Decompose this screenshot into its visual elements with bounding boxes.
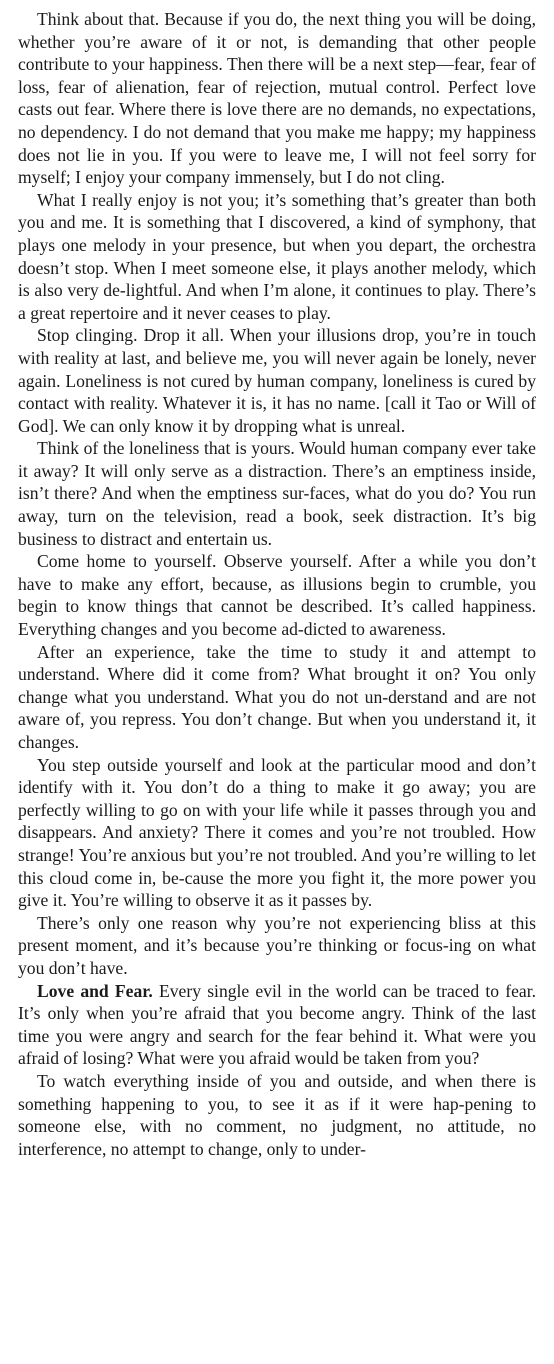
paragraph [18,1070,536,1160]
paragraph-text: Think about that. Because if you do, the next thing you will be doing, whether you’re aware of it or not, is demanding that other people contribute to your happiness. Then there will be a next step—fear, fear of loss, fear of alienation, fear of rejection, mutual control. Perfect love casts out fear. Where there is love there are no demands, no expectations, no dependency. I do not demand that you make me happy; my happiness does not lie in you. If you were to leave me, I will not feel sorry for myself; I enjoy your company immensely, but I do not cling. [18,9,536,188]
paragraph-text: Stop clinging. Drop it all. When your illusions drop, you’re in touch with reality at last, and believe me, you will never again be lonely, never again. Loneliness is not cured by human company, loneliness is cured by contact with reality. Whatever it is, it has no name. [call it Tao or Will of God]. We can only know it by dropping what is unreal. [18,325,536,436]
paragraph [18,189,536,325]
section-lead-heading: Love and Fear. [37,980,153,1001]
paragraph-text: After an experience, take the time to study it and attempt to understand. Where did it come from? What brought it on? You only change what you understand. What you do not un-derstand and are not aware of, you repress. You don’t change. But when you understand it, it changes. [18,641,536,752]
paragraph-text: Think of the loneliness that is yours. Would human company ever take it away? It will only serve as a distraction. There’s an emptiness inside, isn’t there? And when the emptiness sur-faces, what do you do? You run away, turn on the television, read a book, seek distraction. It’s big business to distract and entertain us. [18,438,536,549]
paragraph [18,550,536,640]
paragraph-text: What I really enjoy is not you; it’s something that’s greater than both you and me. It is something that I discovered, a kind of symphony, that plays one melody in your presence, but when you depart, the orchestra doesn’t stop. When I meet someone else, it plays another melody, which is also very de-lightful. And when I’m alone, it continues to play. There’s a great repertoire and it never ceases to play. [18,189,536,323]
paragraph [18,912,536,980]
paragraph [18,980,536,1070]
paragraph [18,641,536,754]
paragraph-text: Come home to yourself. Observe yourself. After a while you don’t have to make any effort, because, as illusions begin to crumble, you begin to know things that cannot be described. It’s called happiness. Everything changes and you become ad-dicted to awareness. [18,551,536,640]
paragraph [18,8,536,189]
paragraph-text: There’s only one reason why you’re not experiencing bliss at this present moment, and it’s because you’re thinking or focus-ing on what you don’t have. [18,912,536,978]
paragraph [18,754,536,912]
paragraph-text: You step outside yourself and look at the particular mood and don’t identify with it. You don’t do a thing to make it go away; you are perfectly willing to go on with your life while it passes through you and disappears. And anxiety? There it comes and you’re not troubled. How strange! You’re anxious but you’re not troubled. And you’re willing to let this cloud come in, be-cause the more you fight it, the more power you give it. You’re willing to observe it as it passes by. [18,754,536,911]
paragraph-text: Every single evil in the world can be traced to fear. It’s only when you’re afraid that you become angry. Think of the last time you were angry and search for the fear behind it. What were you afraid of losing? What were you afraid would be taken from you? [18,980,536,1069]
paragraph [18,437,536,550]
paragraph-text: To watch everything inside of you and outside, and when there is something happening to you, to see it as if it were hap-pening to someone else, with no comment, no judgment, no attitude, no interference, no attempt to change, only to under- [18,1070,536,1159]
paragraph [18,324,536,437]
